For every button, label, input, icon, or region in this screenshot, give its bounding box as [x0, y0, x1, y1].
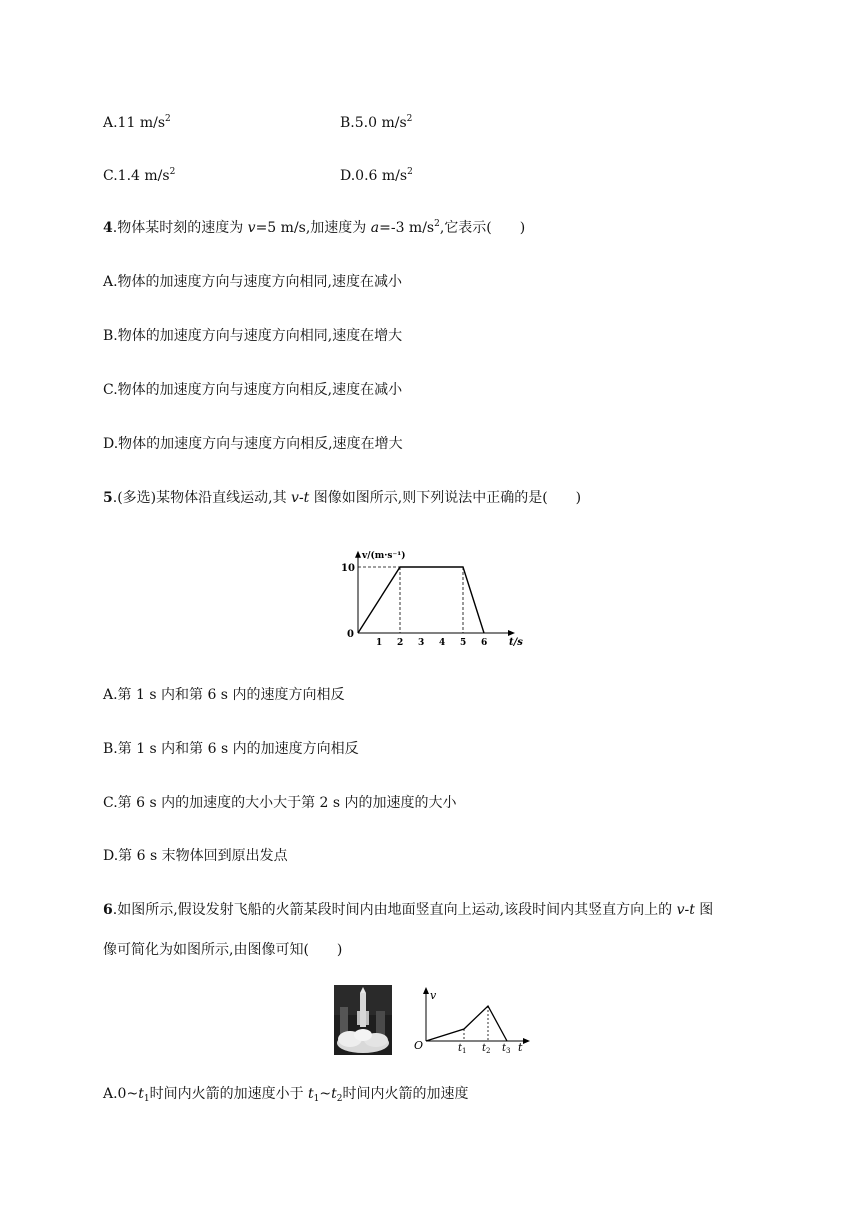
q5-option-a: A.第 1 s 内和第 6 s 内的速度方向相反 [103, 687, 345, 703]
q3-option-a: A.11 $m/s^2$ [103, 114, 171, 131]
q5-vt-chart [340, 533, 530, 653]
q5-stem: 5.(多选)某物体沿直线运动,其 v-t 图像如图所示,则下列说法中正确的是( ) [103, 490, 582, 506]
q4-option-a: A.物体的加速度方向与速度方向相同,速度在减小 [103, 274, 403, 290]
q6-vt-graph [412, 985, 534, 1057]
q3-option-d: D.0.6 $m/s^2$ [340, 167, 413, 184]
q5-series-line [358, 567, 484, 633]
q5-origin-label: 0 [347, 629, 354, 640]
q3-option-c: C.1.4 $m/s^2$ [103, 167, 176, 184]
q5-number: 5 [103, 490, 113, 506]
q3-option-row-1 [103, 114, 413, 132]
q5-x-axis-arrow [508, 630, 515, 636]
q5-x-tick-label-3: 3 [418, 638, 425, 648]
q5-option-d: D.第 6 s 末物体回到原出发点 [103, 848, 288, 864]
q5-x-axis-label: t/s [509, 637, 523, 648]
q5-option-c: C.第 6 s 内的加速度的大小大于第 2 s 内的加速度的大小 [103, 795, 457, 811]
q5-x-tick-label-6: 6 [481, 638, 488, 648]
q6-t3-label: $t_3$ [502, 1043, 511, 1055]
q5-y-tick-label-10: 10 [341, 563, 355, 574]
q6-v-label: v [430, 989, 437, 1002]
q5-x-tick-label-5: 5 [460, 638, 467, 648]
q5-y-axis-label: v/(m·s⁻¹) [362, 550, 406, 561]
rocket-launch-photo [334, 985, 392, 1055]
q6-t-axis-arrow [523, 1038, 530, 1044]
q6-stem-line-2: 像可简化为如图所示,由图像可知( ) [103, 942, 343, 958]
q4-option-d: D.物体的加速度方向与速度方向相反,速度在增大 [103, 436, 403, 452]
q6-option-a: $A.0\sim t_1$时间内火箭的加速度小于 $t_1\sim t_2$时间内火箭的加速度 [103, 1086, 469, 1104]
q5-x-tick-label-1: 1 [376, 638, 383, 648]
q5-x-tick-label-2: 2 [397, 638, 404, 648]
q6-t2-label: $t_2$ [482, 1043, 491, 1055]
q6-t1-label: $t_1$ [458, 1043, 467, 1055]
q4-option-c: C.物体的加速度方向与速度方向相反,速度在减小 [103, 382, 403, 398]
q3-option-b: B.5.0 $m/s^2$ [340, 114, 413, 131]
q4-option-b: B.物体的加速度方向与速度方向相同,速度在增大 [103, 328, 403, 344]
q6-t-label: t [518, 1041, 523, 1054]
q5-x-tick-label-4: 4 [439, 638, 446, 648]
q5-y-axis-arrow [355, 551, 361, 558]
q4-stem: 4.物体某时刻的速度为 v=5 m/s,加速度为 a=-3 $m/s^2$,它表示( ) [103, 219, 526, 236]
q3-option-row-2 [103, 167, 413, 185]
q6-number: 6 [103, 902, 113, 918]
q6-origin-label: O [414, 1039, 424, 1052]
q4-number: 4 [103, 220, 113, 236]
q6-stem-line-1: 6.如图所示,假设发射飞船的火箭某段时间内由地面竖直向上运动,该段时间内其竖直方向上的 v-t 图 [103, 902, 714, 918]
q6-v-axis-arrow [423, 987, 429, 994]
q6-vt-line [426, 1006, 507, 1041]
q5-option-b: B.第 1 s 内和第 6 s 内的加速度方向相反 [103, 741, 359, 757]
